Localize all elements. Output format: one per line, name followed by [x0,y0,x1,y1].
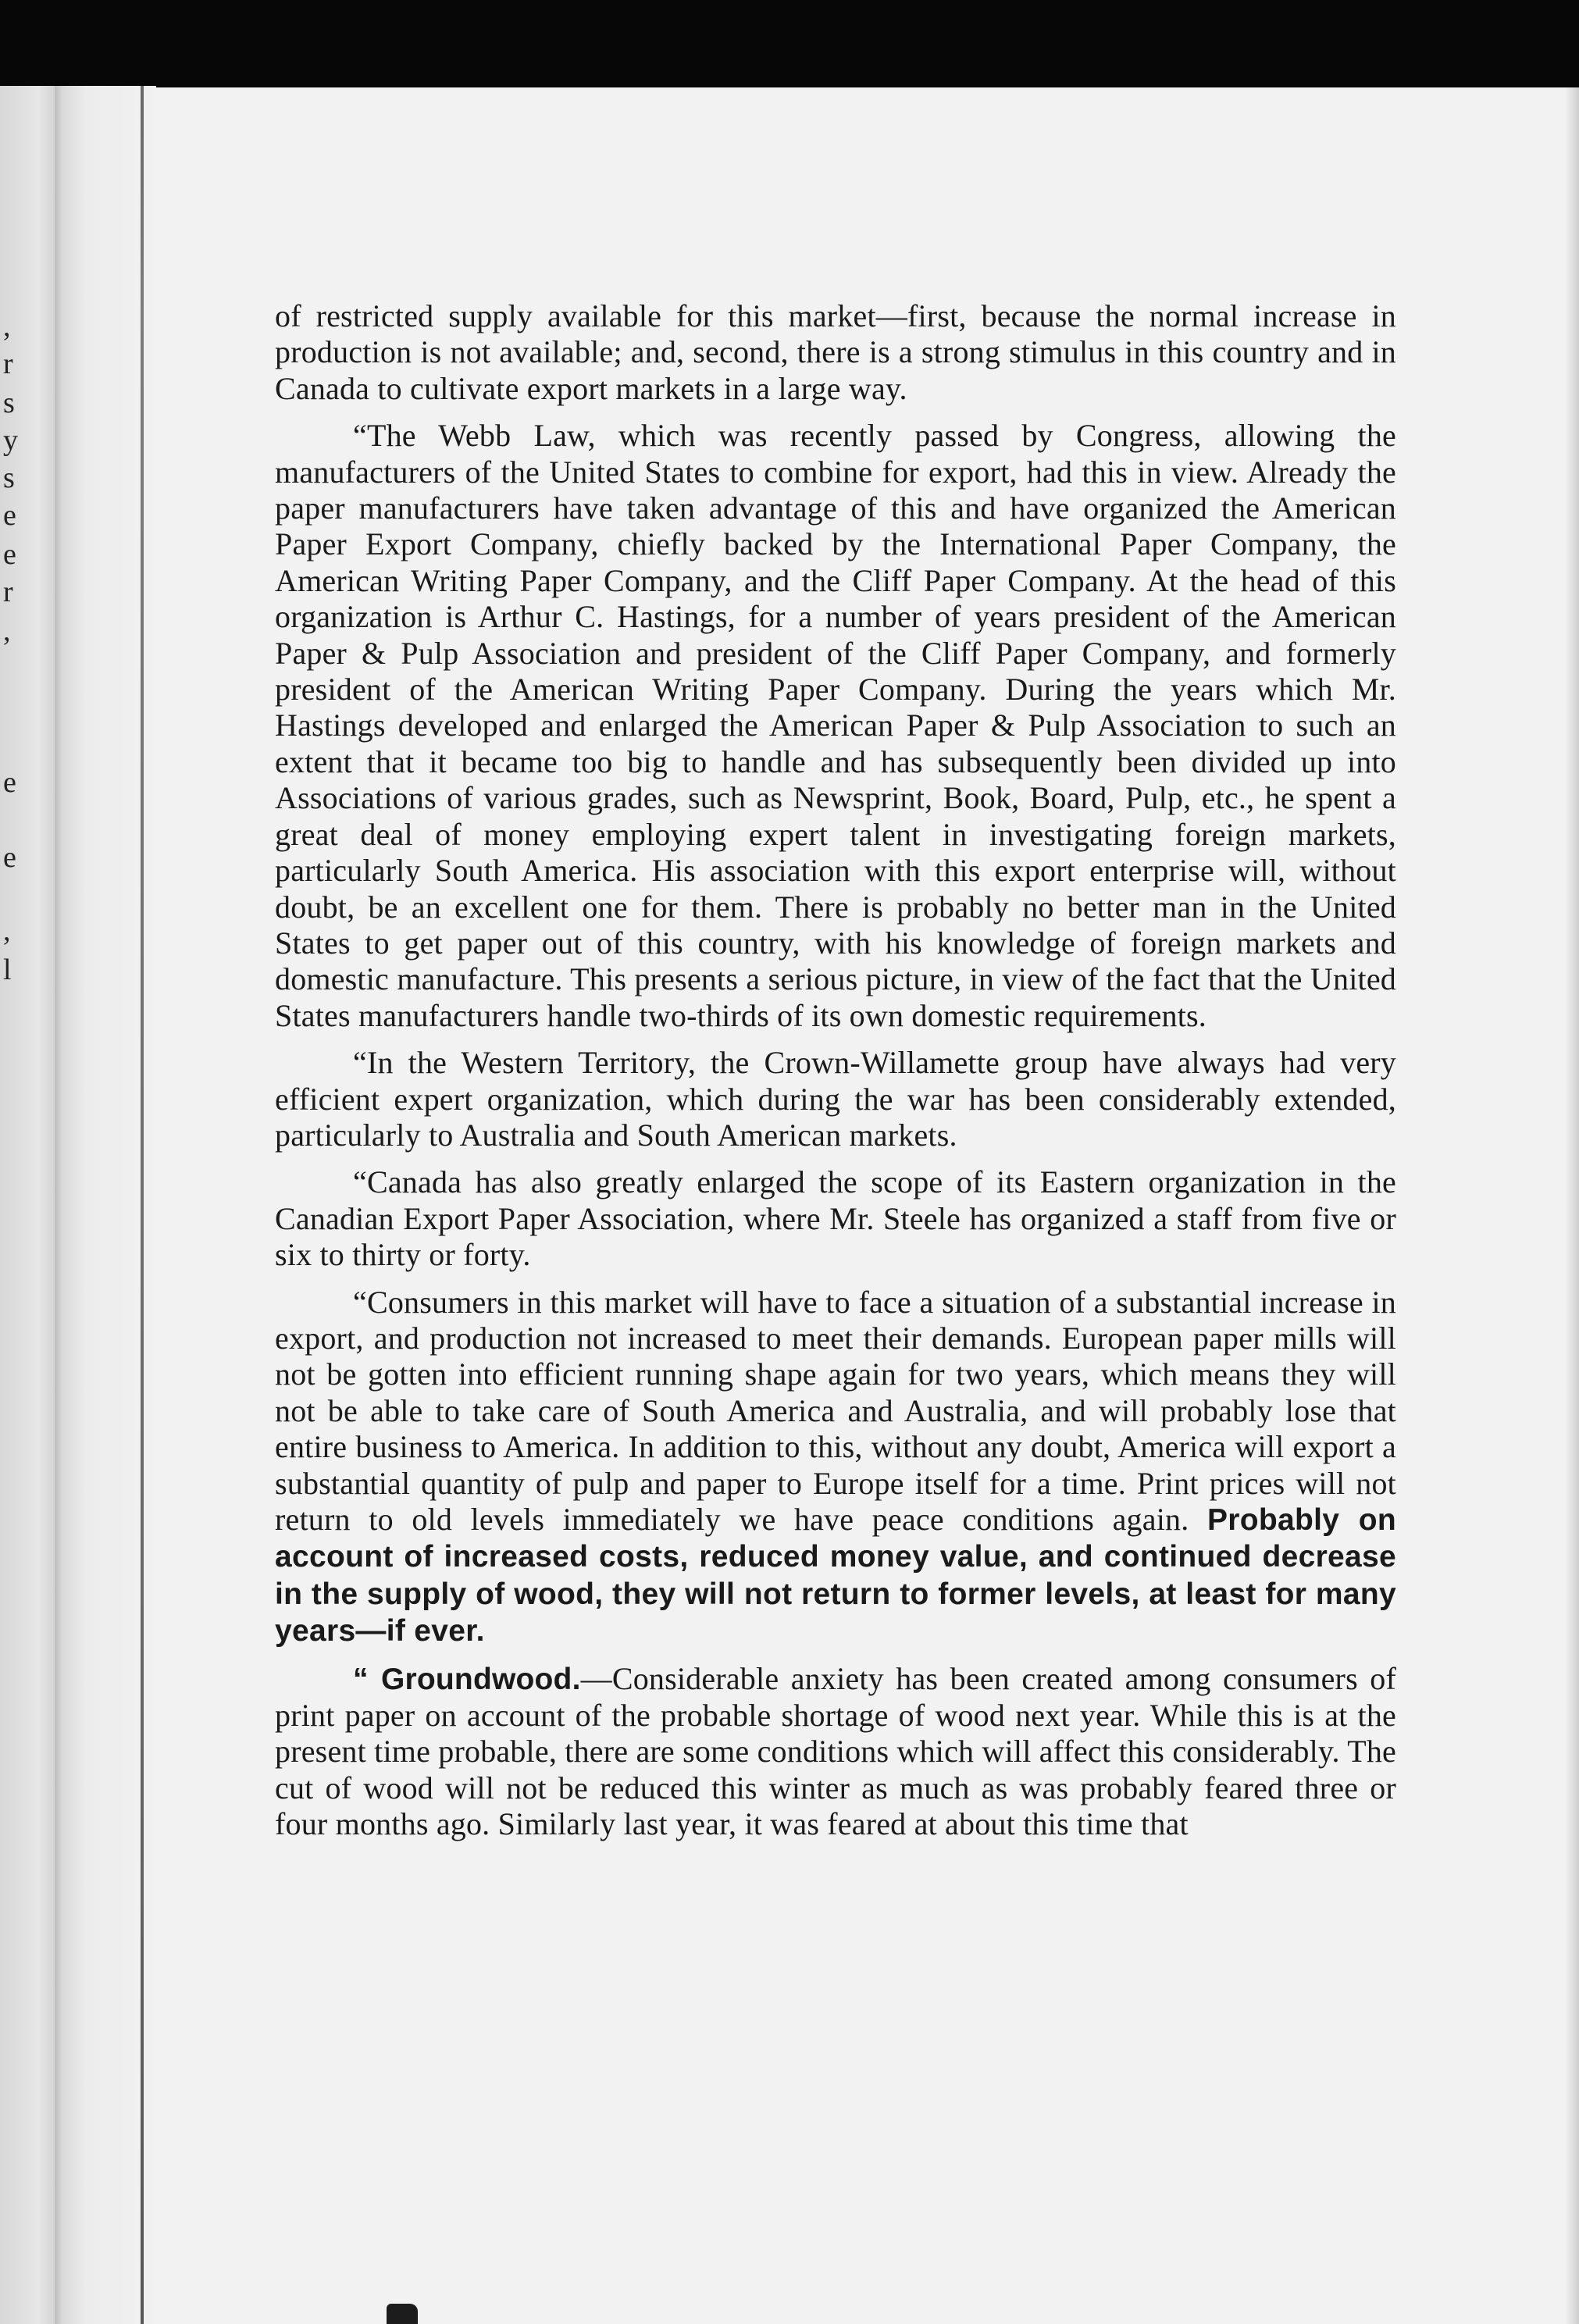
groundwood-text: —Considerable anxiety has been created among consumers of print paper on account of the probable shortage of wood next year. While this is at the present time probable, there are some conditions which will affect this considerably. The cut of wood will not be reduced this winter as much as was probably feared three or four months ago. Similarly last year, it was feared at about this time that [275,1660,1396,1842]
facing-page-char: s [3,462,15,494]
paragraph-webb-law: “The Webb Law, which was recently passed by Congress, allowing the manufacturers of the United States to combine for export, had this in view. Already the paper manufacturers have taken advantage of this and have organized the American Paper Export Company, chiefly backed by the International Paper Company, the American Writing Paper Company, and the Cliff Paper Company. At the head of this organization is Arthur C. Hastings, for a number of years president of the American Paper & Pulp Association and president of the Cliff Paper Company, and formerly president of the American Writing Paper Company. During the years which Mr. Hastings developed and enlarged the American Paper & Pulp Association to such an extent that it became too big to handle and has subsequently been divided up into Associations of various grades, such as Newsprint, Book, Board, Pulp, etc., he spent a great deal of money employing expert talent in investigating foreign markets, particularly South America. His association with this export enterprise will, without doubt, be an excellent one for them. There is probably no better man in the United States to get paper out of this country, with his knowledge of foreign markets and domestic manufacture. This presents a serious picture, in view of the fact that the United States manufacturers handle two-thirds of its own domestic requirements. [275,418,1396,1033]
page-right-shadow [1565,87,1579,2324]
consumers-bold-text: Probably on account of increased costs, reduced money value, and continued decrease in the supply of wood, they will not return to former levels, at least for many years—if ever. [275,1503,1396,1649]
paragraph-continuation: of restricted supply available for this market—first, because the normal increase in production is not available; and, second, there is a strong stimulus in this country and in Canada to cultivate export markets in a large way. [275,298,1396,406]
facing-page-char: l [3,953,12,986]
facing-page-char: , [3,914,11,947]
facing-page-char: e [3,499,16,532]
binding-line [141,86,144,2324]
facing-page-char: s [3,387,15,419]
facing-page-char: r [3,348,13,380]
facing-page-char: y [3,424,18,457]
paragraph-western-territory: “In the Western Territory, the Crown-Willamette group have always had very efficient expert organization, which during the war has been considerably extended, particularly to Australia and South American markets. [275,1045,1396,1153]
facing-page-char: , [3,615,11,647]
facing-page-char: r [3,576,13,608]
facing-page-edge [0,86,55,2324]
facing-page-char: e [3,766,16,799]
body-text [275,298,1396,1843]
paragraph-groundwood [275,1661,1396,1843]
paragraph-canada: “Canada has also greatly enlarged the scope of its Eastern organization in the Canadian Export Paper Association, where Mr. Steele has organized a staff from five or six to thirty or forty. [275,1164,1396,1273]
scan-artifact [387,2304,418,2324]
consumers-text: “Consumers in this market will have to face a situation of a substantial increase in export, and production not increased to meet their demands. European paper mills will not be gotten into efficient running shape again for two years, which means they will not be able to take care of South America and Australia, and will probably lose that entire business to America. In addition to this, without any doubt, America will export a substantial quantity of pulp and paper to Europe itself for a time. Print prices will not return to old levels immediately we have peace conditions again. [275,1284,1396,1537]
groundwood-heading: “ Groundwood. [353,1662,581,1696]
facing-page-char: e [3,841,16,874]
paragraph-consumers [275,1285,1396,1650]
scan-top-border [0,0,1579,87]
facing-page-char: e [3,538,16,571]
facing-page-char: , [3,310,11,343]
